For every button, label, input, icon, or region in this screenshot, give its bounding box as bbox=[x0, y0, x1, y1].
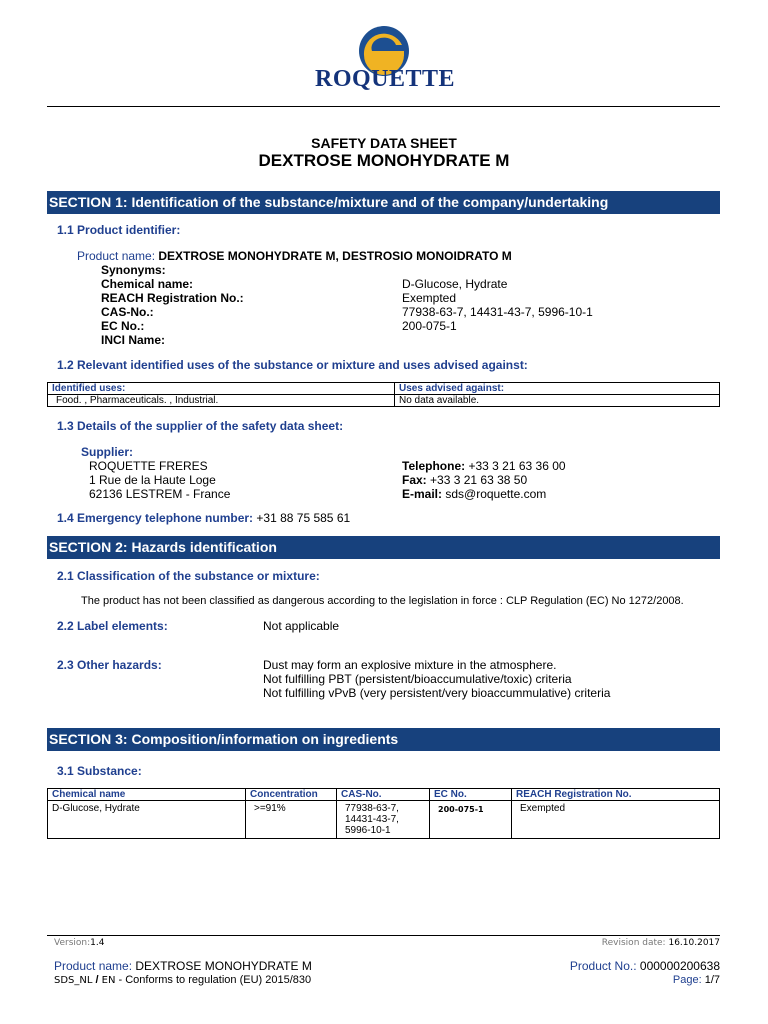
table-row bbox=[48, 789, 720, 801]
other-hazards-line-1: Dust may form an explosive mixture in the atmosphere. bbox=[263, 658, 557, 672]
sds-language: EN bbox=[101, 975, 116, 986]
col-header-ec-no: EC No. bbox=[430, 789, 512, 801]
subsection-1-1-title: 1.1 Product identifier: bbox=[57, 223, 181, 237]
header-divider bbox=[47, 106, 720, 107]
emergency-line bbox=[57, 511, 350, 525]
cell-reach-no: Exempted bbox=[512, 801, 720, 839]
reach-value: Exempted bbox=[402, 291, 457, 305]
subsection-2-1-title: 2.1 Classification of the substance or mixture: bbox=[57, 569, 320, 583]
label-elements-value: Not applicable bbox=[263, 619, 340, 633]
emergency-phone-value: +31 88 75 585 61 bbox=[256, 511, 351, 525]
email-value[interactable]: sds@roquette.com bbox=[445, 487, 547, 501]
cas-line: 14431-43-7, bbox=[345, 814, 399, 825]
footer-product-name-label: Product name: bbox=[54, 959, 133, 973]
fax-value: +33 3 21 63 38 50 bbox=[430, 473, 528, 487]
brand-logo-text: ROQUETTE bbox=[314, 66, 456, 92]
conformity-text: - Conforms to regulation (EU) 2015/830 bbox=[118, 974, 312, 986]
cell-ec-no: 200-075-1 bbox=[430, 801, 512, 839]
sds-code: SDS_NL bbox=[54, 975, 93, 986]
telephone-line bbox=[402, 459, 566, 473]
subsection-1-4-title: 1.4 Emergency telephone number: bbox=[57, 511, 254, 525]
subsection-2-2-title: 2.2 Label elements: bbox=[57, 619, 168, 633]
page-number-line bbox=[620, 974, 720, 986]
email-line bbox=[402, 487, 546, 501]
version-line bbox=[54, 938, 104, 948]
telephone-value: +33 3 21 63 36 00 bbox=[468, 459, 566, 473]
telephone-label: Telephone: bbox=[402, 459, 466, 473]
email-label: E-mail: bbox=[402, 487, 443, 501]
page-label: Page: bbox=[672, 974, 702, 986]
chemical-name-value: D-Glucose, Hydrate bbox=[402, 277, 508, 291]
synonyms-label: Synonyms: bbox=[101, 263, 166, 277]
page-value: 1/7 bbox=[704, 974, 720, 986]
inci-label: INCI Name: bbox=[101, 333, 166, 347]
col-header-chemical-name: Chemical name bbox=[48, 789, 246, 801]
supplier-name: ROQUETTE FRERES bbox=[89, 459, 208, 473]
uses-advised-against-value: No data available. bbox=[395, 395, 720, 407]
footer-product-no-value: 000000200638 bbox=[639, 959, 720, 973]
product-name-line bbox=[77, 249, 512, 263]
footer-product-no-label: Product No.: bbox=[569, 959, 637, 973]
document-title: SAFETY DATA SHEET bbox=[311, 135, 457, 151]
cas-value: 77938-63-7, 14431-43-7, 5996-10-1 bbox=[402, 305, 593, 319]
revision-line bbox=[597, 938, 720, 948]
reach-label: REACH Registration No.: bbox=[101, 291, 244, 305]
ec-value: 200-075-1 bbox=[402, 319, 457, 333]
section-3-heading: SECTION 3: Composition/information on ingredients bbox=[47, 728, 720, 751]
cell-concentration: >=91% bbox=[246, 801, 337, 839]
document-subtitle: DEXTROSE MONOHYDRATE M bbox=[258, 151, 510, 170]
sds-code-line bbox=[54, 974, 311, 986]
sds-slash: / bbox=[95, 974, 99, 986]
supplier-label: Supplier: bbox=[81, 445, 134, 459]
table-row bbox=[48, 383, 720, 395]
col-header-concentration: Concentration bbox=[246, 789, 337, 801]
subsection-3-1-title: 3.1 Substance: bbox=[57, 764, 142, 778]
footer-product-no-line bbox=[560, 959, 720, 973]
subsection-1-3-title: 1.3 Details of the supplier of the safety data sheet: bbox=[57, 419, 344, 433]
chemical-name-label: Chemical name: bbox=[101, 277, 194, 291]
version-value: 1.4 bbox=[90, 938, 105, 948]
cell-chemical-name: D-Glucose, Hydrate bbox=[48, 801, 246, 839]
other-hazards-line-2: Not fulfilling PBT (persistent/bioaccumulative/toxic) criteria bbox=[263, 672, 572, 686]
classification-text: The product has not been classified as dangerous according to the legislation in force : CLP Regulation (EC) No 1272/2008. bbox=[81, 595, 684, 607]
identified-uses-header: Identified uses: bbox=[48, 383, 395, 395]
revision-label: Revision date: bbox=[601, 938, 666, 948]
uses-advised-against-header: Uses advised against: bbox=[395, 383, 720, 395]
footer-divider bbox=[47, 935, 720, 936]
table-row bbox=[48, 395, 720, 407]
composition-table bbox=[47, 788, 720, 839]
footer-product-name-value: DEXTROSE MONOHYDRATE M bbox=[135, 959, 312, 973]
supplier-city: 62136 LESTREM - France bbox=[89, 487, 231, 501]
subsection-2-3-title: 2.3 Other hazards: bbox=[57, 658, 162, 672]
cas-line: 5996-10-1 bbox=[345, 825, 391, 836]
fax-line bbox=[402, 473, 527, 487]
ec-label: EC No.: bbox=[101, 319, 145, 333]
footer-product-name-line bbox=[54, 959, 312, 973]
section-1-heading: SECTION 1: Identification of the substance/mixture and of the company/undertaking bbox=[47, 191, 720, 214]
identified-uses-value: Food. , Pharmaceuticals. , Industrial. bbox=[48, 395, 395, 407]
cas-label: CAS-No.: bbox=[101, 305, 154, 319]
product-name-label: Product name: bbox=[77, 249, 156, 263]
revision-value: 16.10.2017 bbox=[668, 938, 720, 948]
table-row bbox=[48, 801, 720, 839]
other-hazards-line-3: Not fulfilling vPvB (very persistent/very bioaccummulative) criteria bbox=[263, 686, 611, 700]
supplier-street: 1 Rue de la Haute Loge bbox=[89, 473, 216, 487]
fax-label: Fax: bbox=[402, 473, 427, 487]
uses-table bbox=[47, 382, 720, 407]
product-name-value: DEXTROSE MONOHYDRATE M, DESTROSIO MONOIDRATO M bbox=[158, 249, 512, 263]
col-header-cas-no: CAS-No. bbox=[337, 789, 430, 801]
subsection-1-2-title: 1.2 Relevant identified uses of the substance or mixture and uses advised against: bbox=[57, 358, 528, 372]
col-header-reach-no: REACH Registration No. bbox=[512, 789, 720, 801]
cas-line: 77938-63-7, bbox=[345, 803, 399, 814]
cell-cas-no bbox=[337, 801, 430, 839]
version-label: Version: bbox=[54, 938, 91, 948]
section-2-heading: SECTION 2: Hazards identification bbox=[47, 536, 720, 559]
